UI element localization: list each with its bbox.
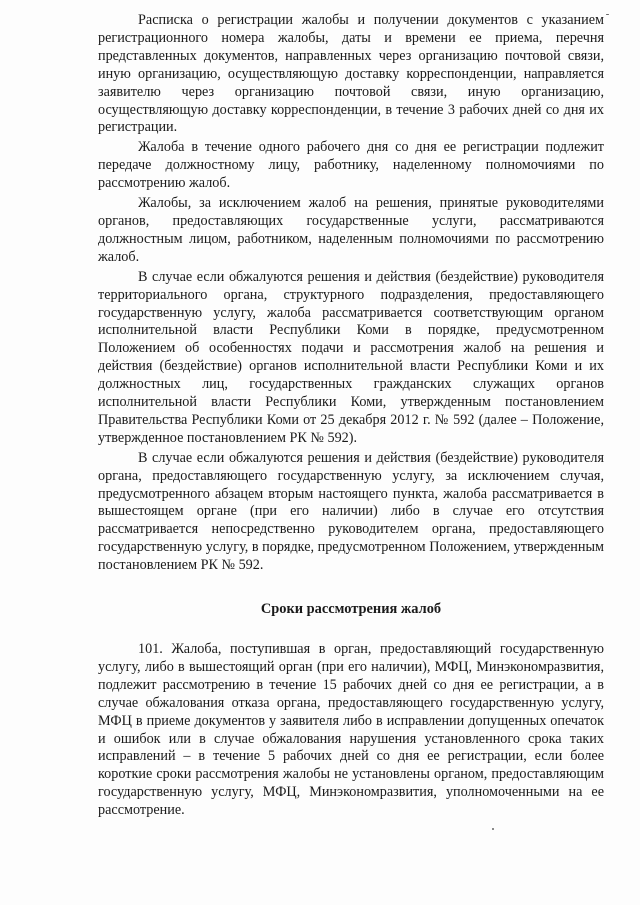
scan-speck bbox=[606, 14, 609, 15]
scan-speck bbox=[492, 828, 494, 830]
paragraph-101: 101. Жалоба, поступившая в орган, предоставляющий государственную услугу, либо в вышестоящий орган (при его наличии), МФЦ, Минэкономразвития, подлежит рассмотрению в течение 15 рабочих дней со дня ее регистрации, а в случае обжалования отказа органа, предоставляющего государственную услугу, МФЦ в приеме документов у заявителя либо в исправлении допущенных опечаток и ошибок или в случае обжалования нарушения установленного срока таких исправлений – в течение 5 рабочих дней со дня ее регистрации, если более короткие сроки рассмотрения жалобы не установлены органом, предоставляющим государственную услугу, МФЦ, Минэкономразвития, уполномоченными на ее рассмотрение. bbox=[98, 641, 604, 819]
paragraph-receipt: Расписка о регистрации жалобы и получении документов с указанием регистрационного номера жалобы, даты и времени ее приема, перечня представленных документов, направленных через организацию почтовой связи, иную организацию, осуществляющую доставку корреспонденции, направляется заявителю через организацию почтовой связи, иную организацию, осуществляющую доставку корреспонденции, в течение 3 рабочих дней со дня их регистрации. bbox=[98, 12, 604, 136]
paragraph-consideration: Жалобы, за исключением жалоб на решения, принятые руководителями органов, предоставляющих государственные услуги, рассматриваются должностным лицом, работником, наделенным полномочиями по рассмотрению жалоб. bbox=[98, 195, 604, 265]
paragraph-head-of-body: В случае если обжалуются решения и действия (бездействие) руководителя органа, предоставляющего государственную услугу, за исключением случая, предусмотренного абзацем вторым настоящего пункта, жалоба рассматривается в вышестоящем органе (при его наличии) либо в случае его отсутствия рассматривается непосредственно руководителем органа, предоставляющего государственную услугу, в порядке, предусмотренном Положением, утвержденным постановлением РК № 592. bbox=[98, 449, 604, 574]
paragraph-territorial-body: В случае если обжалуются решения и действия (бездействие) руководителя территориального органа, структурного подразделения, предоставляющего государственную услугу, жалоба рассматривается соответствующим органом исполнительной власти Республики Коми в порядке, предусмотренном Положением об особенностях подачи и рассмотрения жалоб на решения и действия (бездействие) органов исполнительной власти Республики Коми и их должностных лиц, государственных гражданских служащих органов исполнительной власти Республики Коми, утвержденным постановлением Правительства Республики Коми от 25 декабря 2012 г. № 592 (далее – Положение, утвержденное постановлением РК № 592). bbox=[98, 268, 604, 446]
section-heading: Сроки рассмотрения жалоб bbox=[260, 601, 442, 618]
paragraph-transfer: Жалоба в течение одного рабочего дня со дня ее регистрации подлежит передаче должностному лицу, работнику, наделенному полномочиями по рассмотрению жалоб. bbox=[98, 139, 604, 192]
document-body bbox=[98, 12, 604, 820]
